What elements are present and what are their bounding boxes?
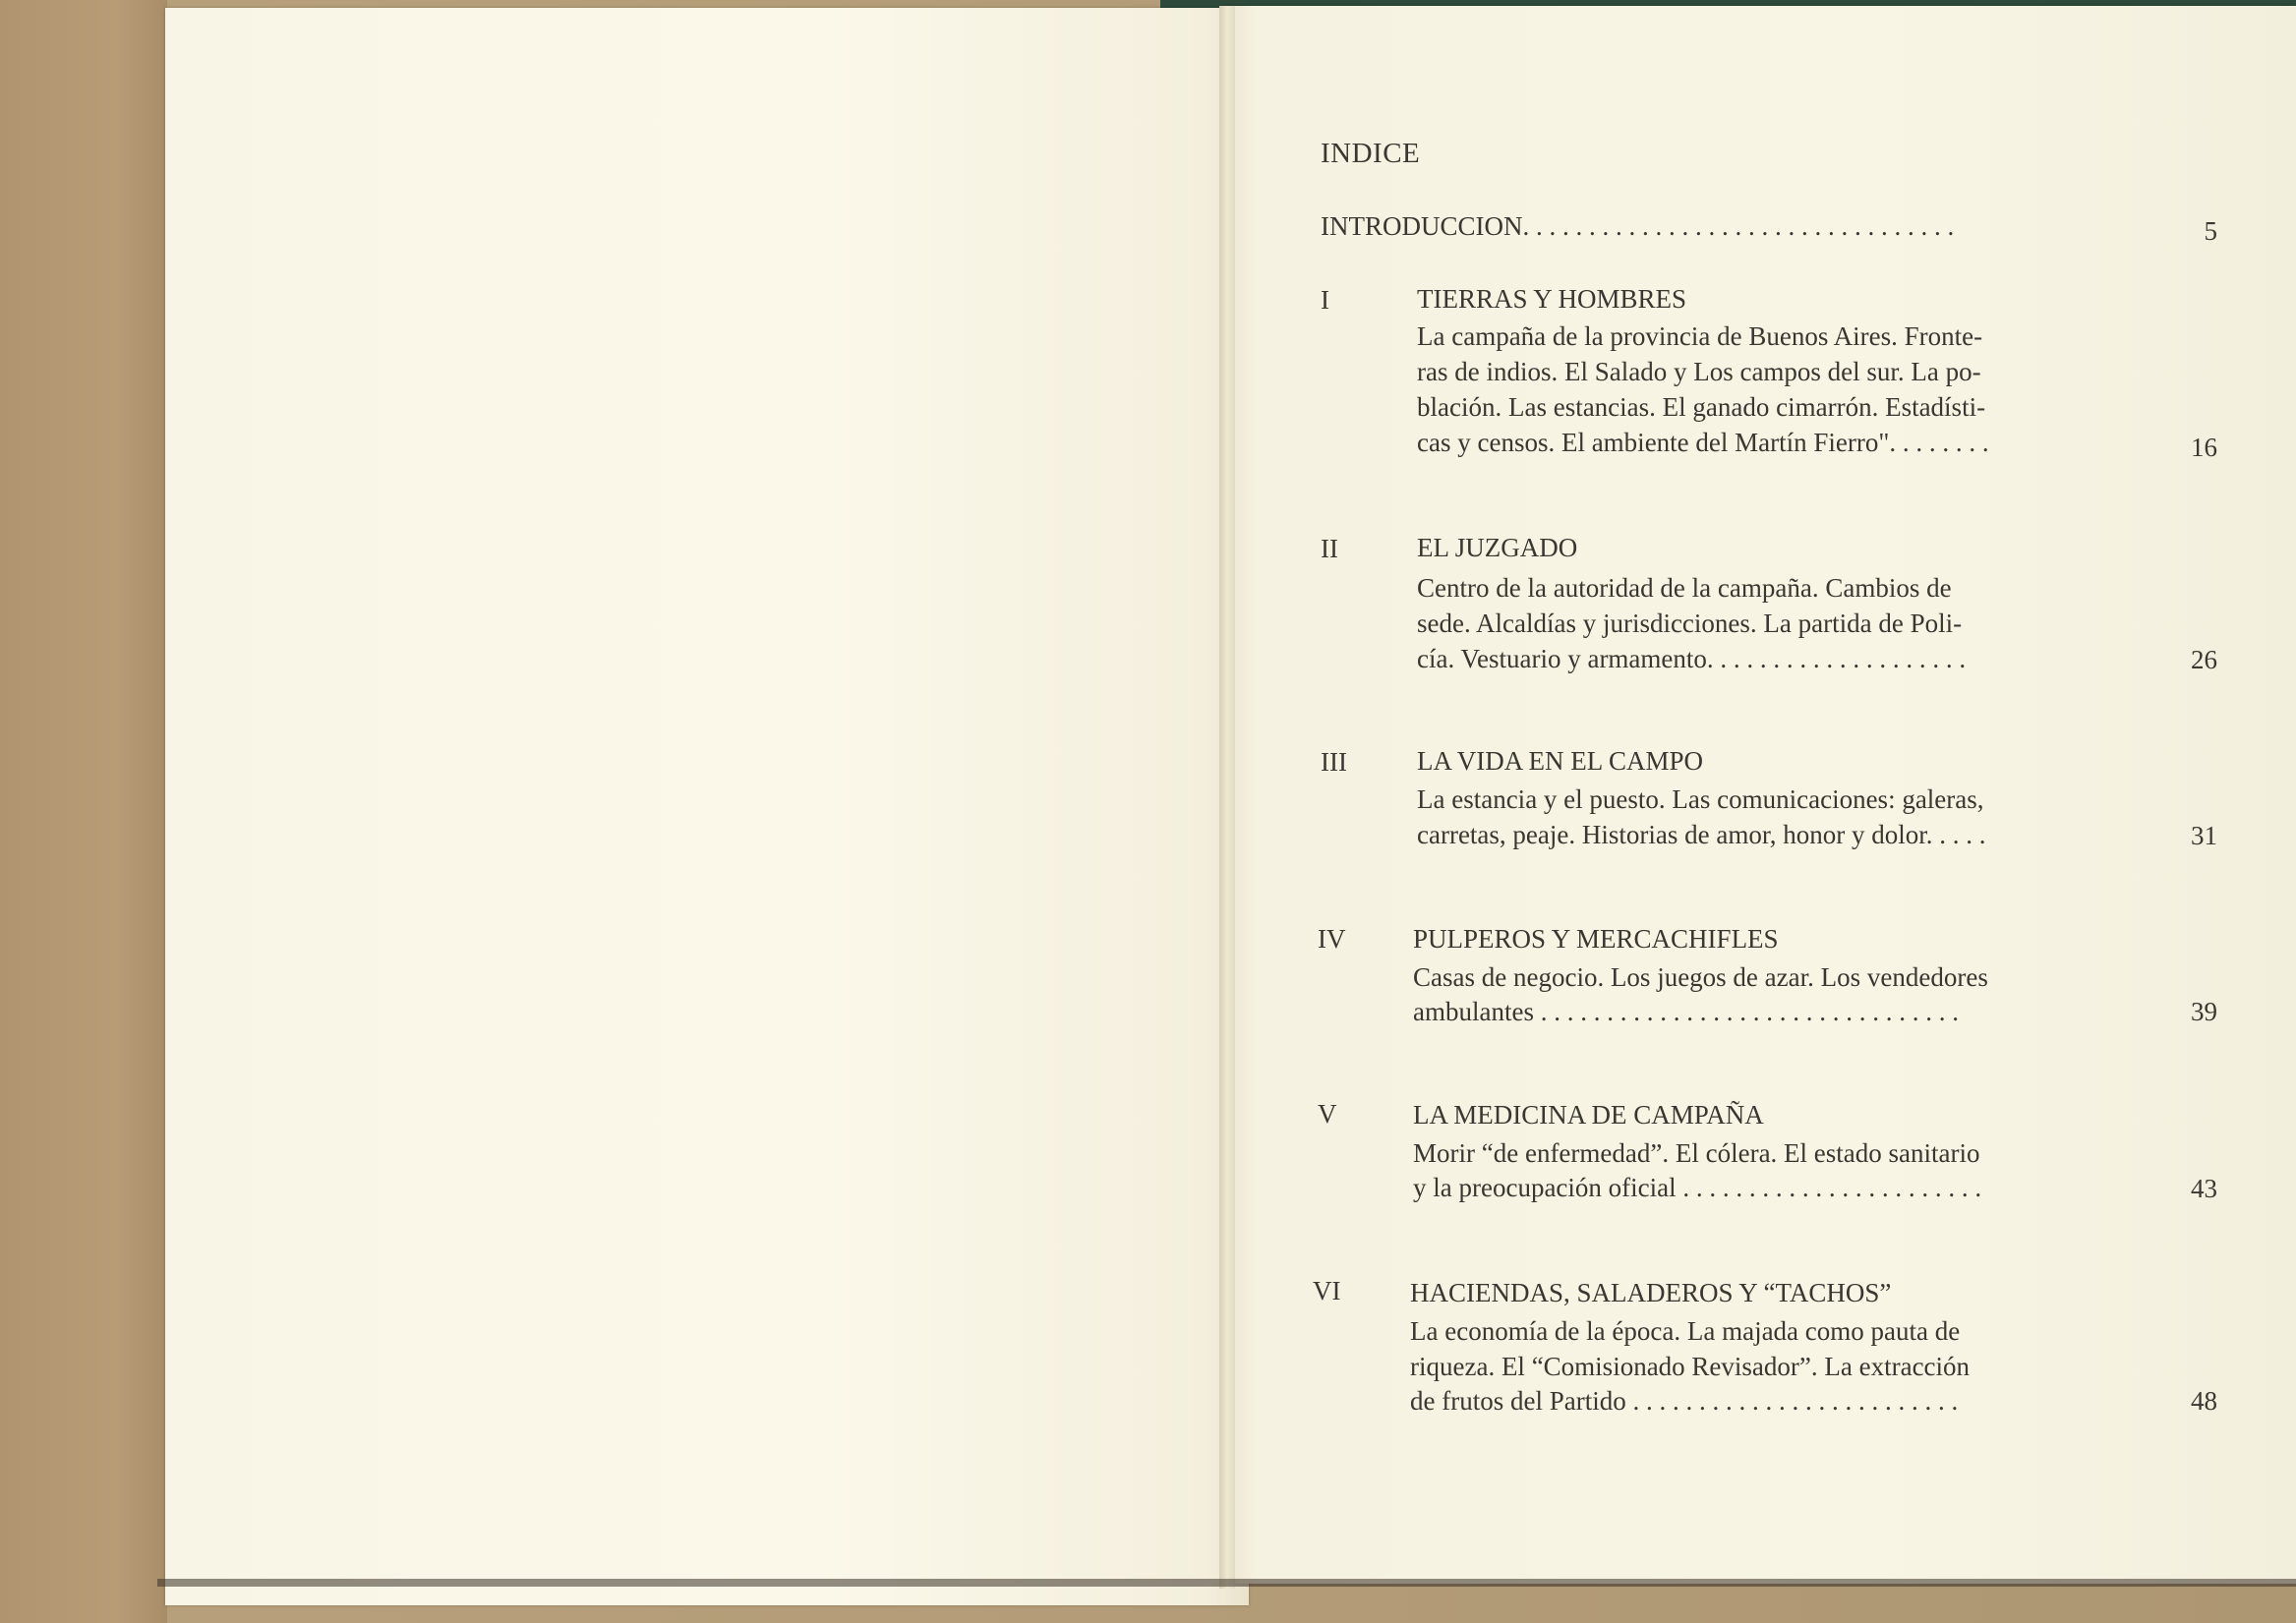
intro-page-number: 5 [2204,216,2217,246]
chapter-1-line-3: blación. Las estancias. El ganado cimarrón. Estadísti- [1417,392,1986,422]
chapter-2-number: II [1321,534,1338,563]
chapter-1-page-number: 16 [2191,433,2217,462]
intro-label: INTRODUCCION [1321,211,1523,241]
chapter-4-title: PULPEROS Y MERCACHIFLES [1413,924,1779,954]
chapter-2-page-number: 26 [2191,645,2217,674]
chapter-6-line-2: riqueza. El “Comisionado Revisador”. La extracción [1410,1352,1971,1381]
cover-flap [0,0,167,1623]
chapter-3-number: III [1321,747,1347,777]
chapter-6-number: VI [1313,1276,1341,1305]
chapter-2-line-2: sede. Alcaldías y jurisdicciones. La partida de Poli- [1417,609,1963,638]
chapter-4-line-2: ambulantes . . . . . . . . . . . . . . . . . . . . . . . . . . . . . . . . [1413,997,1959,1026]
chapter-4-number: IV [1318,924,1346,954]
index-title: INDICE [1321,138,1421,169]
chapter-5-title: LA MEDICINA DE CAMPAÑA [1413,1100,1764,1130]
chapter-1-line-4: cas y censos. El ambiente del Martín Fierro". . . . . . . . [1417,428,1989,457]
chapter-6-title: HACIENDAS, SALADEROS Y “TACHOS” [1410,1278,1892,1307]
chapter-2-title: EL JUZGADO [1417,533,1578,562]
chapter-4-line-1: Casas de negocio. Los juegos de azar. Los vendedores [1413,962,1988,992]
blank-left-page [165,8,1249,1605]
intro-leader: . . . . . . . . . . . . . . . . . . . . . . . . . . . . . . . . . [1522,211,1955,241]
intro-entry [1321,208,1954,244]
chapter-5-line-2: y la preocupación oficial . . . . . . . . . . . . . . . . . . . . . . . [1413,1173,1982,1202]
chapter-2-line-1: Centro de la autoridad de la campaña. Cambios de [1417,573,1952,603]
book-gutter [1219,6,1235,1589]
chapter-3-line-2: carretas, peaje. Historias de amor, honor y dolor. . . . . [1417,820,1986,849]
chapter-6-line-1: La economía de la época. La majada como pauta de [1410,1316,1961,1346]
chapter-3-line-1: La estancia y el puesto. Las comunicaciones: galeras, [1417,784,1984,814]
chapter-5-page-number: 43 [2191,1174,2217,1203]
chapter-6-page-number: 48 [2191,1386,2217,1416]
chapter-1-number: I [1321,285,1329,315]
chapter-3-title: LA VIDA EN EL CAMPO [1417,746,1704,776]
page-bottom-edge [157,1579,2296,1587]
chapter-3-page-number: 31 [2191,821,2217,850]
chapter-2-line-3: cía. Vestuario y armamento. . . . . . . . . . . . . . . . . . . . [1417,644,1967,673]
chapter-1-line-2: ras de indios. El Salado y Los campos del sur. La po- [1417,357,1981,386]
chapter-6-line-3: de frutos del Partido . . . . . . . . . . . . . . . . . . . . . . . . . [1410,1386,1959,1416]
chapter-1-line-1: La campaña de la provincia de Buenos Aires. Fronte- [1417,321,1983,351]
chapter-4-page-number: 39 [2191,997,2217,1026]
chapter-5-line-1: Morir “de enfermedad”. El cólera. El estado sanitario [1413,1138,1980,1168]
chapter-5-number: V [1318,1099,1337,1129]
chapter-1-title: TIERRAS Y HOMBRES [1417,284,1687,314]
